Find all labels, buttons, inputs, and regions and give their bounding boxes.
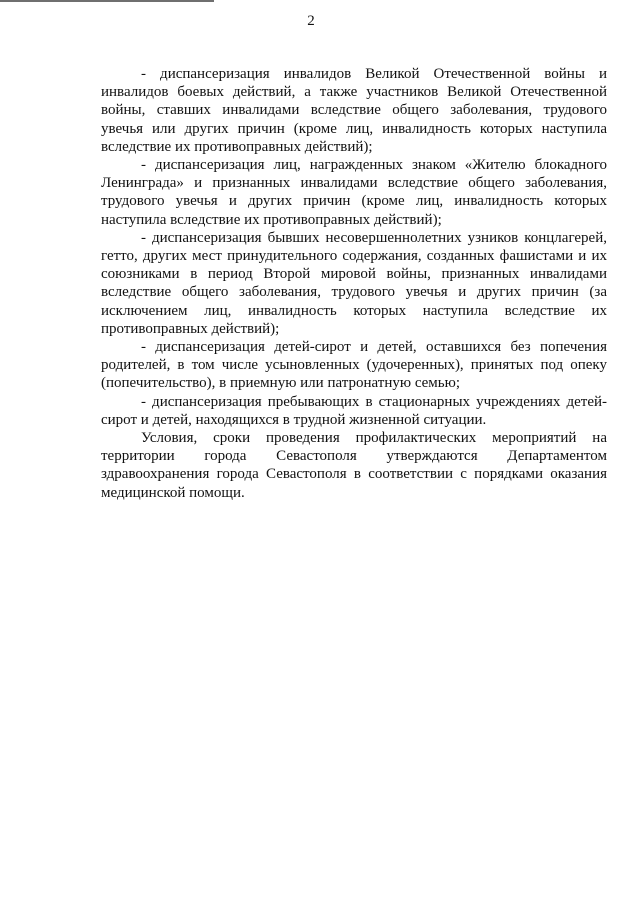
scan-edge-line	[0, 0, 214, 2]
paragraph-orphans-in-institutions: - диспансеризация пребывающих в стационарных учреждениях детей-сирот и детей, находящихся в трудной жизненной ситуации.	[101, 393, 607, 428]
paragraph-orphans: - диспансеризация детей-сирот и детей, оставшихся без попечения родителей, в том числе усыновленных (удочеренных), принятых под опеку (попечительство), в приемную или патронатную семью;	[101, 339, 607, 392]
paragraph-disabled-veterans: - диспансеризация инвалидов Великой Отечественной войны и инвалидов боевых действий, а также участников Великой Отечественной войны, ставших инвалидами вследствие общего заболевания, трудового увечья или других причин (кроме лиц, инвалидность которых наступила вследствие их противоправных действий);	[101, 66, 607, 155]
document-body	[101, 65, 607, 502]
paragraph-conditions: Условия, сроки проведения профилактических мероприятий на территории города Севастополя утверждаются Департаментом здравоохранения города Севастополя в соответствии с порядками оказания медицинской помощи.	[101, 430, 607, 501]
paragraph-blockade-residents: - диспансеризация лиц, награжденных знаком «Жителю блокадного Ленинграда» и признанных инвалидами вследствие общего заболевания, трудового увечья и других причин (кроме лиц, инвалидность которых наступила вследствие их противоправных действий);	[101, 157, 607, 228]
paragraph-concentration-camp-prisoners: - диспансеризация бывших несовершеннолетних узников концлагерей, гетто, других мест принудительного содержания, созданных фашистами и их союзниками в период Второй мировой войны, признанных инвалидами вследствие общего заболевания, трудового увечья и других причин (за исключением лиц, инвалидность которых наступила вследствие их противоправных действий);	[101, 229, 607, 337]
page-number: 2	[307, 13, 315, 29]
